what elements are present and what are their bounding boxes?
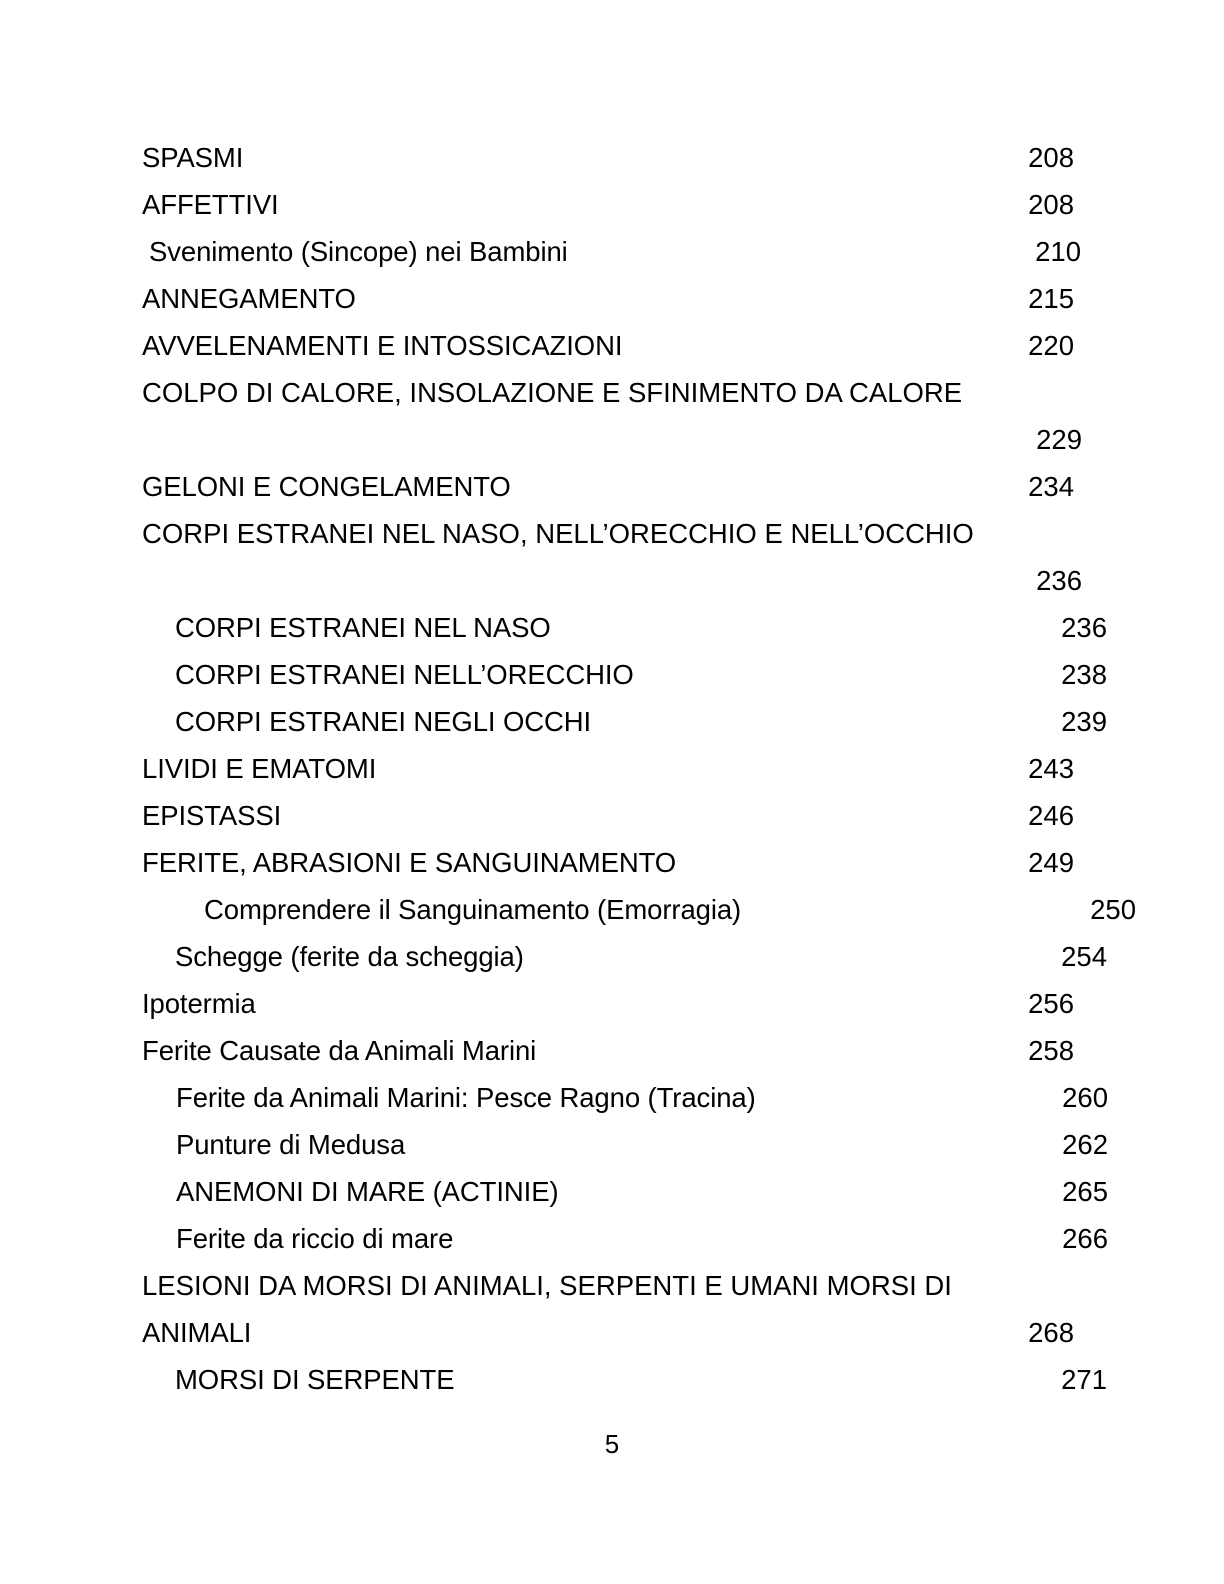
- dot-leader: [462, 1221, 1052, 1248]
- toc-entry[interactable]: [142, 134, 1074, 181]
- toc-entry-title: ANNEGAMENTO: [142, 283, 356, 314]
- toc-page-number: 239: [1061, 706, 1107, 737]
- toc-entry-title[interactable]: COLPO DI CALORE, INSOLAZIONE E SFINIMENTO DA CALORE: [142, 377, 963, 408]
- dot-leader: [279, 187, 1018, 214]
- toc-entry[interactable]: [142, 1121, 1108, 1168]
- table-of-contents-list: [142, 134, 1136, 1403]
- dot-leader: [385, 751, 1018, 778]
- toc-entry-continuation[interactable]: [142, 416, 1082, 463]
- dot-leader: [463, 1362, 1051, 1389]
- toc-entry[interactable]: [142, 792, 1074, 839]
- toc-entry-title: EPISTASSI: [142, 800, 282, 831]
- dot-leader: [568, 234, 1025, 261]
- toc-entry-title: Schegge (ferite da scheggia): [175, 941, 524, 972]
- toc-page-number: 268: [1028, 1317, 1074, 1348]
- toc-entry[interactable]: [142, 1356, 1107, 1403]
- dot-leader: [260, 1315, 1018, 1342]
- toc-entry-title: CORPI ESTRANEI NELL’ORECCHIO: [175, 659, 634, 690]
- toc-entry-title: ANEMONI DI MARE (ACTINIE): [176, 1176, 559, 1207]
- dot-leader: [551, 610, 1051, 637]
- toc-page-number: 220: [1028, 330, 1074, 361]
- toc-entry-title: AFFETTIVI: [142, 189, 279, 220]
- toc-entry-title: Ferite Causate da Animali Marini: [142, 1035, 537, 1066]
- toc-page-number: 243: [1028, 753, 1074, 784]
- toc-entry[interactable]: [142, 1027, 1074, 1074]
- toc-entry-title: LIVIDI E EMATOMI: [142, 753, 377, 784]
- toc-page-number: 208: [1028, 189, 1074, 220]
- dot-leader: [741, 892, 1080, 919]
- dot-leader: [243, 140, 1018, 167]
- toc-page-number: 238: [1061, 659, 1107, 690]
- dot-leader: [265, 986, 1018, 1013]
- toc-entry-title[interactable]: CORPI ESTRANEI NEL NASO, NELL’ORECCHIO E NELL’OCCHIO: [142, 518, 974, 549]
- toc-page-number: 249: [1028, 847, 1074, 878]
- dot-leader: [631, 328, 1018, 355]
- toc-entry[interactable]: [142, 463, 1074, 510]
- toc-page-number: 208: [1028, 142, 1074, 173]
- toc-entry[interactable]: [142, 651, 1107, 698]
- toc-entry-title: Svenimento (Sincope) nei Bambini: [149, 236, 568, 267]
- toc-entry-title: Ipotermia: [142, 988, 256, 1019]
- dot-leader: [281, 798, 1018, 825]
- dot-leader: [634, 657, 1051, 684]
- dot-leader: [150, 422, 1026, 449]
- toc-page-number: 258: [1028, 1035, 1074, 1066]
- dot-leader: [520, 469, 1018, 496]
- toc-page-number: 236: [1061, 612, 1107, 643]
- toc-entry-title: Ferite da riccio di mare: [176, 1223, 454, 1254]
- dot-leader: [685, 845, 1018, 872]
- toc-page-number: 262: [1062, 1129, 1108, 1160]
- toc-entry-title[interactable]: LESIONI DA MORSI DI ANIMALI, SERPENTI E UMANI MORSI DI: [142, 1270, 952, 1301]
- toc-page-number: 260: [1062, 1082, 1108, 1113]
- page-footer: [0, 1427, 1224, 1461]
- toc-entry[interactable]: [142, 933, 1107, 980]
- toc-page-number: 266: [1062, 1223, 1108, 1254]
- toc-entry[interactable]: [142, 181, 1074, 228]
- toc-entry[interactable]: [142, 698, 1107, 745]
- toc-entry[interactable]: [142, 228, 1081, 275]
- toc-page-number: 256: [1028, 988, 1074, 1019]
- toc-page-number: 246: [1028, 800, 1074, 831]
- toc-entry-title: FERITE, ABRASIONI E SANGUINAMENTO: [142, 847, 677, 878]
- dot-leader: [536, 1033, 1018, 1060]
- toc-entry-continuation[interactable]: [142, 557, 1082, 604]
- toc-entry-title: GELONI E CONGELAMENTO: [142, 471, 511, 502]
- dot-leader: [559, 1174, 1052, 1201]
- dot-leader: [405, 1127, 1052, 1154]
- toc-page-number: 254: [1061, 941, 1107, 972]
- toc-entry[interactable]: [142, 1215, 1108, 1262]
- toc-entry[interactable]: [142, 275, 1074, 322]
- toc-page-number: 271: [1061, 1364, 1107, 1395]
- toc-entry[interactable]: [142, 839, 1074, 886]
- toc-entry-title: AVVELENAMENTI E INTOSSICAZIONI: [142, 330, 623, 361]
- toc-entry-title: Ferite da Animali Marini: Pesce Ragno (Tracina): [176, 1082, 756, 1113]
- toc-entry[interactable]: [142, 980, 1074, 1027]
- toc-entry-title: SPASMI: [142, 142, 244, 173]
- dot-leader: [756, 1080, 1052, 1107]
- page-number: 5: [604, 1429, 620, 1459]
- toc-entry[interactable]: [142, 745, 1074, 792]
- toc-entry[interactable]: [142, 604, 1107, 651]
- toc-page-number: 210: [1035, 236, 1081, 267]
- toc-page-number: 234: [1028, 471, 1074, 502]
- toc-entry[interactable]: [142, 1074, 1108, 1121]
- toc-page-number: 215: [1028, 283, 1074, 314]
- dot-leader: [365, 281, 1018, 308]
- toc-page-number: 265: [1062, 1176, 1108, 1207]
- toc-page-number: 236: [1036, 565, 1082, 596]
- toc-entry-title: CORPI ESTRANEI NEGLI OCCHI: [175, 706, 592, 737]
- toc-entry-title: Comprendere il Sanguinamento (Emorragia): [204, 894, 742, 925]
- toc-entry[interactable]: [142, 1309, 1074, 1356]
- dot-leader: [150, 563, 1026, 590]
- dot-leader: [533, 939, 1051, 966]
- toc-entry[interactable]: [142, 1168, 1108, 1215]
- toc-page-number: 229: [1036, 424, 1082, 455]
- toc-entry[interactable]: [142, 322, 1074, 369]
- toc-entry-title-line2: ANIMALI: [142, 1317, 252, 1348]
- toc-entry[interactable]: [142, 886, 1136, 933]
- dot-leader: [600, 704, 1051, 731]
- toc-entry-title: MORSI DI SERPENTE: [175, 1364, 455, 1395]
- toc-page-number: 250: [1090, 894, 1136, 925]
- toc-entry-title: Punture di Medusa: [176, 1129, 406, 1160]
- toc-entry-title: CORPI ESTRANEI NEL NASO: [175, 612, 551, 643]
